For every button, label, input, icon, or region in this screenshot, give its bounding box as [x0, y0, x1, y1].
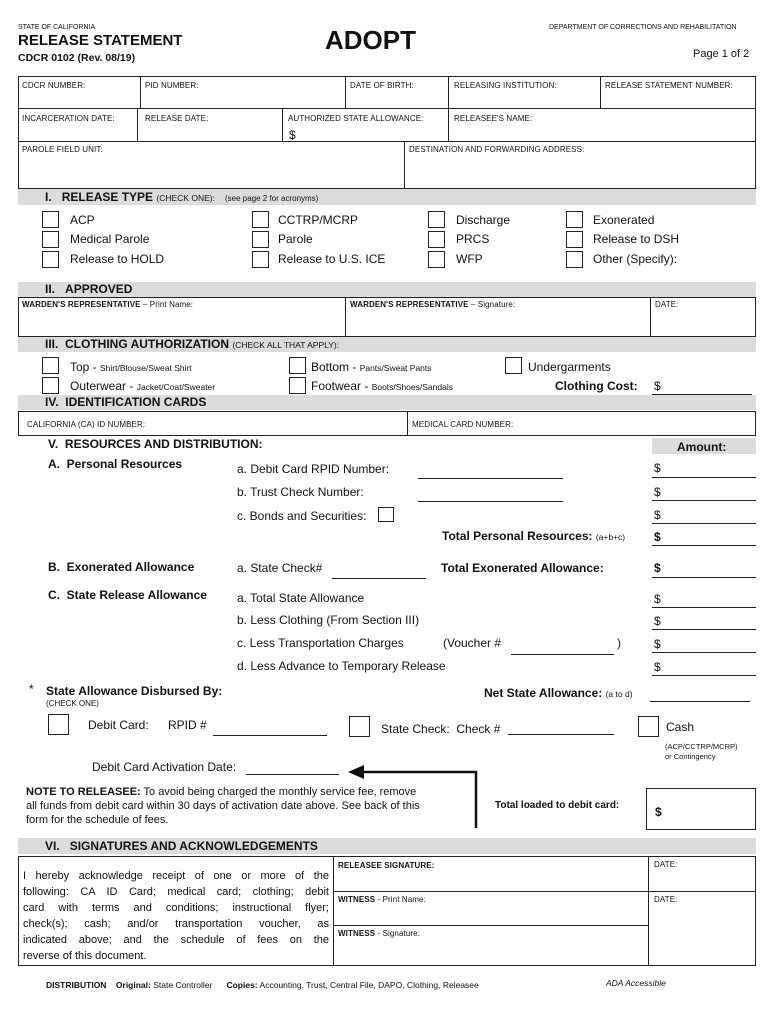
prcs-label: PRCS [456, 232, 490, 246]
less-clothing-dollar: $ [654, 614, 661, 628]
state-check-label: a. State Check# [237, 561, 323, 575]
clothing-undergarments-checkbox[interactable] [505, 357, 522, 374]
less-advance-dollar: $ [654, 660, 661, 674]
release-to-dsh-label: Release to DSH [593, 232, 680, 246]
total-state-allowance-label: a. Total State Allowance [237, 591, 365, 605]
less-advance-label: d. Less Advance to Temporary Release [237, 659, 446, 673]
release-date-field[interactable]: RELEASE DATE: [145, 114, 209, 123]
bonds-securities-label: c. Bonds and Securities: [237, 509, 367, 523]
header-state: STATE OF CALIFORNIA [18, 24, 96, 31]
trust-amount-input[interactable] [652, 500, 756, 501]
release-to-hold-checkbox[interactable] [42, 251, 59, 268]
less-clothing-input[interactable] [652, 629, 756, 630]
less-advance-input[interactable] [652, 675, 756, 676]
cctrp-mcrp-checkbox[interactable] [252, 211, 269, 228]
authorized-state-allowance-field[interactable]: AUTHORIZED STATE ALLOWANCE: [288, 114, 424, 123]
adopt-watermark: ADOPT [325, 25, 416, 55]
total-loaded-dollar: $ [655, 805, 662, 819]
other-specify-checkbox[interactable] [566, 251, 583, 268]
debit-card-disbursed-label: Debit Card: [88, 718, 149, 732]
trust-amount-dollar: $ [654, 485, 661, 499]
clothing-cost-dollar: $ [654, 379, 661, 393]
cctrp-mcrp-label: CCTRP/MCRP [278, 213, 358, 227]
rpid-number-input[interactable] [213, 735, 327, 736]
allowance-dollar-sign: $ [289, 128, 296, 142]
parole-checkbox[interactable] [252, 231, 269, 248]
witness-signature-field[interactable]: WITNESS - Signature: [338, 929, 421, 938]
approved-date-field[interactable]: DATE: [655, 300, 679, 309]
prcs-checkbox[interactable] [428, 231, 445, 248]
cash-note-contingency: or Contingency [665, 752, 716, 761]
releasing-institution-field[interactable]: RELEASING INSTITUTION: [454, 81, 557, 90]
section-2-title: II. APPROVED [45, 282, 133, 296]
page-number: Page 1 of 2 [693, 48, 750, 60]
exonerated-label: Exonerated [593, 213, 655, 227]
clothing-top-checkbox[interactable] [42, 357, 59, 374]
bonds-amount-dollar: $ [654, 508, 661, 522]
debit-card-rpid-label: a. Debit Card RPID Number: [237, 462, 390, 476]
date-of-birth-field[interactable]: DATE OF BIRTH: [350, 81, 414, 90]
section-5-title: V. RESOURCES AND DISTRIBUTION: [48, 437, 263, 451]
parole-field-unit-field[interactable]: PAROLE FIELD UNIT: [22, 145, 103, 154]
total-loaded-box[interactable] [646, 788, 756, 830]
state-check-number-input[interactable] [508, 734, 614, 735]
incarceration-date-field[interactable]: INCARCERATION DATE: [22, 114, 115, 123]
destination-address-field[interactable]: DESTINATION AND FORWARDING ADDRESS: [409, 145, 585, 154]
release-to-hold-label: Release to HOLD [70, 252, 165, 266]
section-1-title: I. RELEASE TYPE (CHECK ONE): (see page 2 for acronyms) [45, 190, 319, 204]
pid-number-field[interactable]: PID NUMBER: [145, 81, 199, 90]
ada-accessible-note: ADA Accessible [606, 978, 666, 988]
total-state-dollar: $ [654, 592, 661, 606]
cash-label: Cash [666, 720, 695, 734]
clothing-outerwear-checkbox[interactable] [42, 377, 59, 394]
releasee-signature-date-field[interactable]: DATE: [654, 860, 678, 869]
net-state-allowance-input[interactable] [650, 701, 750, 702]
total-state-input[interactable] [652, 607, 756, 608]
clothing-undergarments-label: Undergarments [528, 360, 611, 374]
less-clothing-label: b. Less Clothing (From Section III) [237, 613, 420, 627]
voucher-label: (Voucher # [443, 636, 502, 650]
releasee-name-field[interactable]: RELEASEE'S NAME: [454, 114, 533, 123]
clothing-bottom-label: Bottom - Pants/Sweat Pants [311, 360, 432, 374]
exonerated-allowance-label: B. Exonerated Allowance [48, 560, 195, 574]
section-3-title: III. CLOTHING AUTHORIZATION (CHECK ALL THAT APPLY): [45, 337, 340, 351]
state-check-disbursed-checkbox[interactable] [349, 716, 370, 737]
total-loaded-label: Total loaded to debit card: [495, 800, 620, 811]
total-exonerated-dollar: $ [654, 561, 661, 575]
distribution-footer: DISTRIBUTION Original: State Controller Copies: Accounting, Trust, Central File, DAPO, Clothing, Releasee [46, 980, 479, 990]
activation-date-label: Debit Card Activation Date: [92, 760, 237, 774]
debit-amount-dollar: $ [654, 461, 661, 475]
less-transportation-label: c. Less Transportation Charges [237, 636, 404, 650]
note-to-releasee: NOTE TO RELEASEE: To avoid being charged the monthly service fee, remove all funds from debit card within 30 days of activation date above. See back of this form for the schedule of fees. [26, 786, 420, 826]
release-to-ice-checkbox[interactable] [252, 251, 269, 268]
ca-id-number-field[interactable]: CALIFORNIA (CA) ID NUMBER: [27, 420, 146, 429]
total-personal-resources-label: Total Personal Resources: (a+b+c) [442, 529, 626, 543]
net-state-allowance-label: Net State Allowance: (a to d) [484, 686, 633, 700]
debit-card-rpid-input[interactable] [418, 478, 563, 479]
medical-parole-label: Medical Parole [70, 232, 150, 246]
wardens-rep-signature-field[interactable]: WARDEN'S REPRESENTATIVE – Signature: [350, 300, 516, 309]
voucher-close-paren: ) [617, 636, 621, 650]
total-personal-input[interactable] [652, 545, 756, 546]
clothing-cost-label: Clothing Cost: [555, 379, 638, 393]
bonds-amount-input[interactable] [652, 523, 756, 524]
cash-note-acp: (ACP/CCTRP/MCRP) [665, 742, 738, 751]
state-check-disbursed-label: State Check: Check # [381, 722, 501, 736]
department-name: DEPARTMENT OF CORRECTIONS AND REHABILITATION [549, 24, 737, 31]
trust-check-number-input[interactable] [418, 501, 563, 502]
section-4-title: IV. IDENTIFICATION CARDS [45, 395, 207, 409]
discharge-label: Discharge [456, 213, 511, 227]
bonds-securities-checkbox[interactable] [378, 507, 394, 522]
wardens-rep-print-name-field[interactable]: WARDEN'S REPRESENTATIVE – Print Name: [22, 300, 194, 309]
less-transportation-input[interactable] [652, 652, 756, 653]
trust-check-number-label: b. Trust Check Number: [237, 485, 364, 499]
debit-card-disbursed-checkbox[interactable] [48, 714, 69, 735]
releasee-signature-field[interactable]: RELEASEE SIGNATURE: [338, 861, 435, 870]
clothing-outerwear-label: Outerwear - Jacket/Coat/Sweater [70, 379, 216, 393]
cash-disbursed-checkbox[interactable] [638, 716, 659, 737]
release-statement-number-field[interactable]: RELEASE STATEMENT NUMBER: [605, 81, 733, 90]
medical-parole-checkbox[interactable] [42, 231, 59, 248]
amount-header: Amount: [677, 440, 727, 454]
witness-print-name-field[interactable]: WITNESS - Print Name: [338, 895, 426, 904]
less-transportation-dollar: $ [654, 637, 661, 651]
total-personal-dollar: $ [654, 530, 661, 544]
wfp-checkbox[interactable] [428, 251, 445, 268]
state-check-input[interactable] [332, 578, 426, 579]
state-release-allowance-label: C. State Release Allowance [48, 588, 207, 602]
voucher-number-input[interactable] [511, 654, 614, 655]
allowance-disbursed-label: State Allowance Disbursed By: [46, 684, 223, 698]
form-number: CDCR 0102 (Rev. 08/19) [18, 52, 136, 64]
personal-resources-label: A. Personal Resources [48, 457, 183, 471]
acknowledgement-text: I hereby acknowledge receipt of one or more of the following: CA ID Card; medical card; clothing; debit card with terms and conditions; instructional flyer; check(s); cash; and/or transportation voucher, as indicated above; and the schedule of fees on the reverse of this document. [23, 870, 329, 962]
acp-checkbox[interactable] [42, 211, 59, 228]
cdcr-number-field[interactable]: CDCR NUMBER: [22, 81, 86, 90]
exonerated-checkbox[interactable] [566, 211, 583, 228]
clothing-top-label: Top - Shirt/Blouse/Sweat Shirt [70, 360, 192, 374]
debit-amount-input[interactable] [652, 477, 756, 478]
asterisk-mark: * [29, 682, 34, 696]
rpid-label: RPID # [168, 718, 207, 732]
wfp-label: WFP [456, 252, 483, 266]
total-exonerated-label: Total Exonerated Allowance: [441, 561, 604, 575]
top-field-grid [18, 76, 756, 189]
disbursed-check-one: (CHECK ONE) [46, 699, 99, 708]
total-exonerated-input[interactable] [652, 577, 756, 578]
medical-card-number-field[interactable]: MEDICAL CARD NUMBER: [412, 420, 514, 429]
clothing-footwear-label: Footwear - Boots/Shoes/Sandals [311, 379, 453, 393]
parole-label: Parole [278, 232, 313, 246]
acp-label: ACP [70, 213, 95, 227]
witness-date-field[interactable]: DATE: [654, 895, 678, 904]
activation-date-input[interactable] [246, 774, 339, 775]
other-specify-label: Other (Specify): [593, 252, 678, 266]
section-6-title: VI. SIGNATURES AND ACKNOWLEDGEMENTS [45, 839, 318, 853]
form-title: RELEASE STATEMENT [18, 32, 183, 49]
clothing-bottom-checkbox[interactable] [289, 357, 306, 374]
clothing-footwear-checkbox[interactable] [289, 377, 306, 394]
release-to-ice-label: Release to U.S. ICE [278, 252, 386, 266]
release-to-dsh-checkbox[interactable] [566, 231, 583, 248]
discharge-checkbox[interactable] [428, 211, 445, 228]
